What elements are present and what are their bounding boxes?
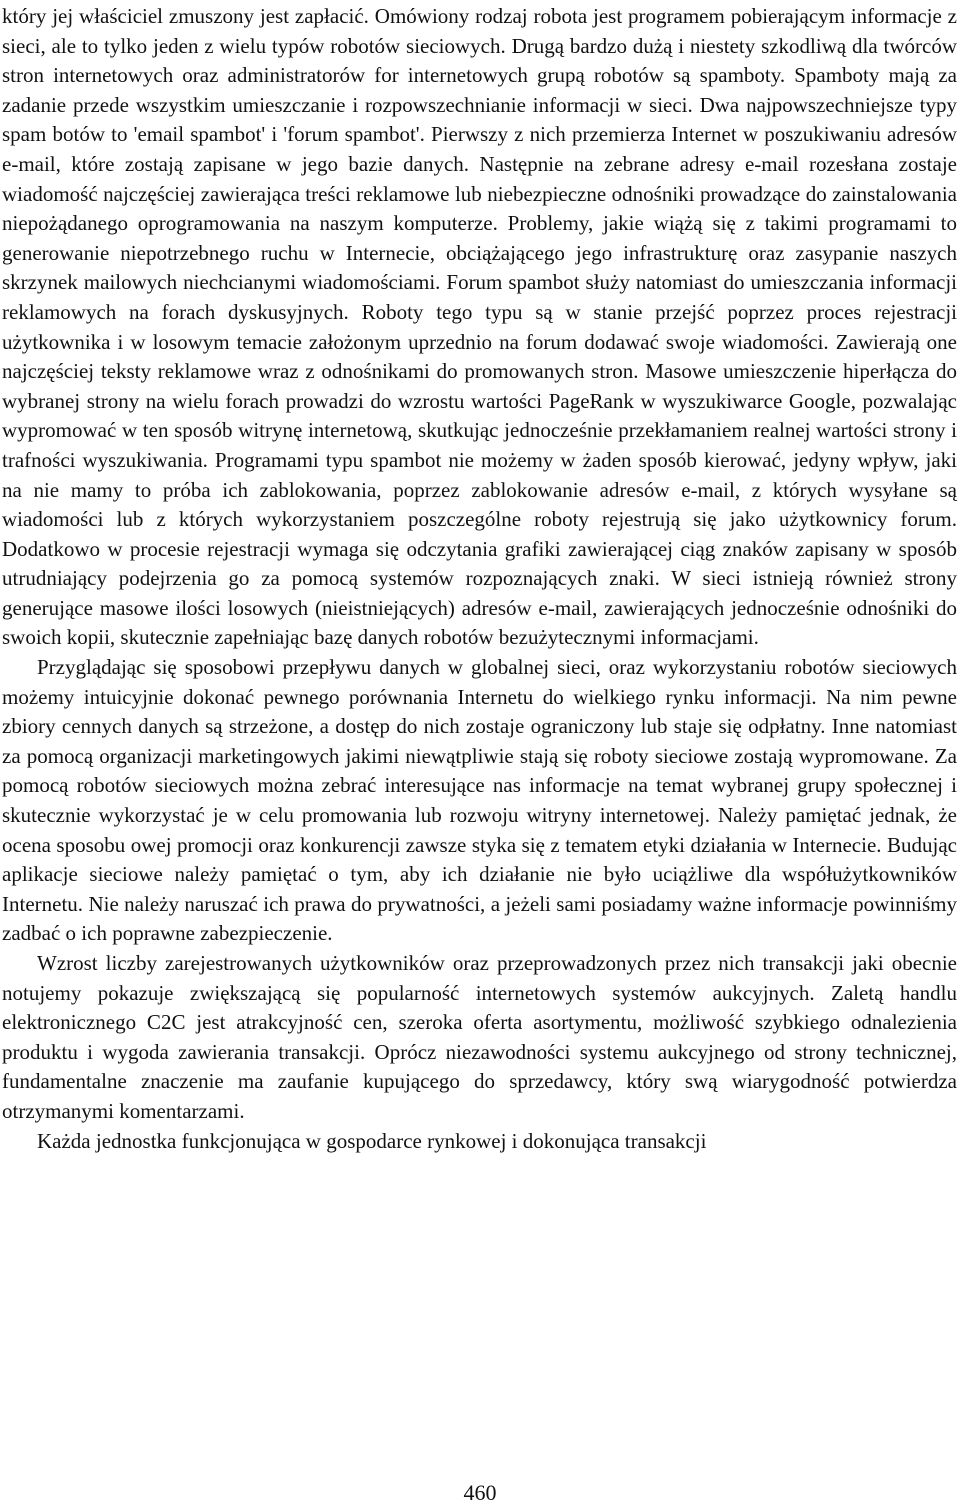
paragraph-jednostka-gospodarcza: Każda jednostka funkcjonująca w gospodarce rynkowej i dokonująca transakcji <box>37 1128 707 1153</box>
page-number: 460 <box>463 1480 497 1505</box>
paragraph-spamboty: który jej właściciel zmuszony jest zapłacić. Omówiony rodzaj robota jest programem pobierającym informacje z sieci, ale to tylko jeden z wielu typów robotów sieciowych. Drugą bardzo dużą i niestety szkodliwą dla twórców stron internetowych oraz administratorów for internetowych grupą robotów są spamboty. Spamboty mają za zadanie przede wszystkim umieszczanie i rozpowszechnianie informacji w sieci. Dwa najpowszechniejsze typy spam botów to 'email spambot' i 'forum spambot'. Pierwszy z nich przemierza Internet w poszukiwaniu adresów e-mail, które zostają zapisane w jego bazie danych. Następnie na zebrane adresy e-mail rozesłana zostaje wiadomość najczęściej zawierająca treści reklamowe lub niebezpieczne odnośniki prowadzące do zainstalowania niepożądanego oprogramowania na naszym komputerze. Problemy, jakie wiążą się z takimi programami to generowanie niepotrzebnego ruchu w Internecie, obciążającego jego infrastrukturę oraz zasypanie naszych skrzynek mailowych niechcianymi wiadomościami. Forum spambot służy natomiast do umieszczania informacji reklamowych na forach dyskusyjnych. Roboty tego typu są w stanie przejść poprzez proces rejestracji użytkownika i w losowym temacie założonym uprzednio na forum dodawać swoje wiadomości. Zawierają one najczęściej teksty reklamowe wraz z odnośnikami do promowanych stron. Masowe umieszczenie hiperłącza do wybranej strony na wielu forach prowadzi do wzrostu wartości PageRank w wyszukiwarce Google, pozwalając wypromować w ten sposób witrynę internetową, skutkując jednocześnie przekłamaniem realnej wartości strony i trafności wyszukiwania. Programami typu spambot nie możemy w żaden sposób kierować, jedyny wpływ, jaki na nie mamy to próba ich zablokowania, poprzez zablokowanie adresów e-mail, z których wysyłane są wiadomości lub z których wykorzystaniem poszczególne roboty rejestrują się jako użytkownicy forum. Dodatkowo w procesie rejestracji wymaga się odczytania grafiki zawierającej ciąg znaków zapisany w sposób utrudniający podejrzenia go za pomocą systemów rozpoznających znaki. W sieci istnieją również strony generujące masowe ilości losowych (nieistniejących) adresów e-mail, zawierających jednocześnie odnośniki do swoich kopii, skutecznie zapełniając bazę danych robotów bezużytecznymi informacjami. <box>2 4 957 650</box>
paragraph-systemy-aukcyjne: Wzrost liczby zarejestrowanych użytkowników oraz przeprowadzonych przez nich transakcji jaki obecnie notujemy pokazuje zwiększającą się popularność internetowych systemów aukcyjnych. Zaletą handlu elektronicznego C2C jest atrakcyjność cen, szeroka oferta asortymentu, możliwość szybkiego odnalezienia produktu i wygoda zawierania transakcji. Oprócz niezawodności systemu aukcyjnego od strony technicznej, fundamentalne znaczenie ma zaufanie kupującego do sprzedawcy, który swą wiarygodność potwierdza otrzymanymi komentarzami. <box>2 951 957 1123</box>
paragraph-rynek-informacji: Przyglądając się sposobowi przepływu danych w globalnej sieci, oraz wykorzystaniu robotów sieciowych możemy intuicyjnie dokonać pewnego porównania Internetu do wielkiego rynku informacji. Na nim pewne zbiory cennych danych są strzeżone, a dostęp do nich zostaje ograniczony lub staje się odpłatny. Inne natomiast za pomocą organizacji marketingowych jakimi niewątpliwie stają się roboty sieciowe zostają wypromowane. Za pomocą robotów sieciowych można zebrać interesujące nas informacje na temat wybranej grupy społecznej i skutecznie wykorzystać je w celu promowania lub rozwoju witryny internetowej. Należy pamiętać jednak, że ocena sposobu owej promocji oraz konkurencji zawsze styka się z tematem etyki działania w Internecie. Budując aplikacje sieciowe należy pamiętać o tym, aby ich działanie nie było uciążliwe dla współużytkowników Internetu. Nie należy naruszać ich prawa do prywatności, a jeżeli sami posiadamy ważne informacje powinniśmy zadbać o ich poprawne zabezpieczenie. <box>2 655 957 946</box>
body-text <box>2 2 957 1156</box>
